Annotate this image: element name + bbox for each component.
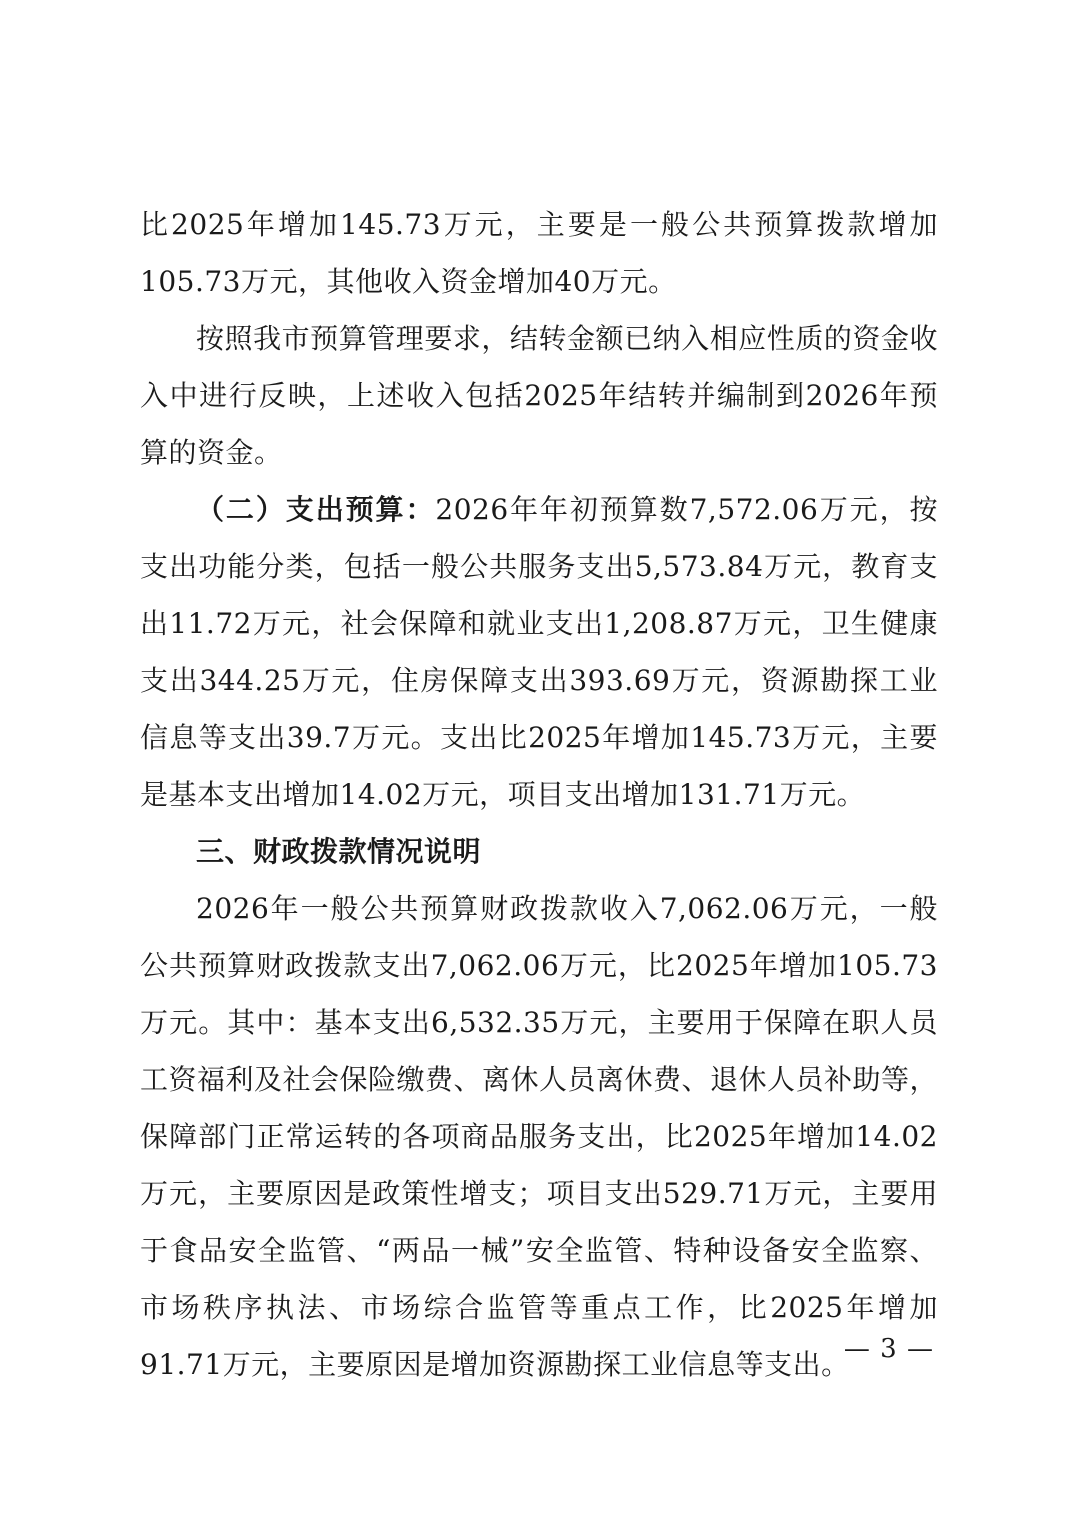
paragraph-carryover-note: 按照我市预算管理要求，结转金额已纳入相应性质的资金收入中进行反映，上述收入包括2025年结转并编制到2026年预算的资金。 xyxy=(140,322,938,469)
expenditure-budget-text: 2026年年初预算数7,572.06万元，按支出功能分类，包括一般公共服务支出5,573.84万元，教育支出11.72万元，社会保障和就业支出1,208.87万元，卫生健康支出344.25万元，住房保障支出393.69万元，资源勘探工业信息等支出39.7万元。支出比2025年增加145.73万元，主要是基本支出增加14.02万元，项目支出增加131.71万元。 xyxy=(140,493,938,811)
document-body xyxy=(140,196,938,1393)
paragraph-income-continued: 比2025年增加145.73万元，主要是一般公共预算拨款增加105.73万元，其他收入资金增加40万元。 xyxy=(140,208,938,298)
section-heading-fiscal-appropriation: 三、财政拨款情况说明 xyxy=(196,835,482,868)
paragraph-expenditure-budget xyxy=(140,481,938,823)
page-number: — 3 — xyxy=(843,1334,934,1364)
paragraph-fiscal-appropriation: 2026年一般公共预算财政拨款收入7,062.06万元，一般公共预算财政拨款支出7,062.06万元，比2025年增加105.73万元。其中：基本支出6,532.35万元，主要用于保障在职人员工资福利及社会保险缴费、离休人员离休费、退休人员补助等，保障部门正常运转的各项商品服务支出，比2025年增加14.02万元，主要原因是政策性增支；项目支出529.71万元，主要用于食品安全监管、“两品一械”安全监管、特种设备安全监察、市场秩序执法、市场综合监管等重点工作，比2025年增加91.71万元，主要原因是增加资源勘探工业信息等支出。 xyxy=(140,892,939,1381)
expenditure-budget-label: （二）支出预算： xyxy=(196,493,436,526)
